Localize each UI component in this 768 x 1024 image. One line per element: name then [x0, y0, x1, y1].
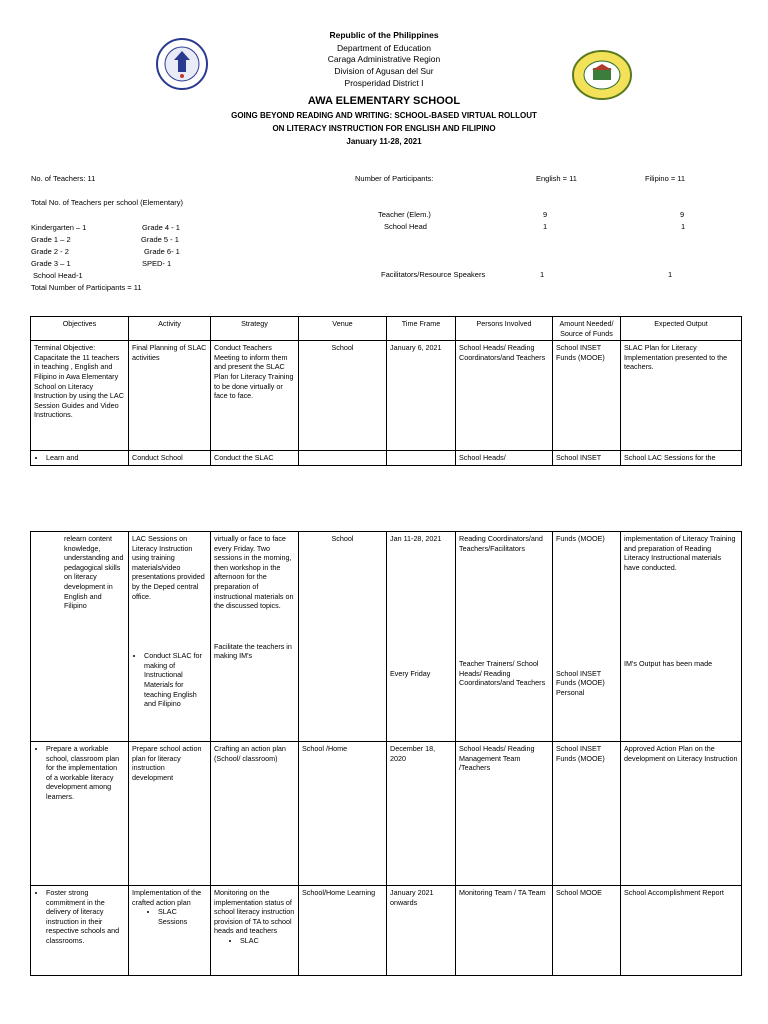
plan-table-part-1 [30, 316, 742, 466]
objective-bullet: • Prepare a workable school, classroom plan for the implementation of a workable literacy development among learners. [46, 744, 125, 802]
output-sub: IM's Output has been made [624, 659, 713, 669]
table-header-row [31, 317, 742, 341]
cell-funds: School INSET Funds (MOOE) [553, 341, 621, 451]
activity-continued: LAC Sessions on Literacy Instruction using training materials/video presentations provided by the Deped central office. [132, 534, 205, 601]
funds-sub: School INSET Funds (MOOE) Personal [556, 668, 605, 697]
cell-strategy [211, 886, 299, 976]
cell-time [387, 451, 456, 466]
cell-strategy: Conduct Teachers Meeting to inform them and present the SLAC Plan for Literacy Training to be done virtually or face to face. [211, 341, 299, 451]
cell-strategy: Crafting an action plan (School/ classroom) [211, 742, 299, 886]
header-line-3: Caraga Administrative Region [327, 54, 441, 64]
grade1-count: Grade 1 – 2 [31, 235, 71, 244]
teacher-elem-fil: 9 [680, 210, 685, 219]
header-line-5: Prosperidad District I [344, 78, 424, 88]
grade4-count: Grade 4 - 1 [142, 223, 180, 232]
grade6-count: Grade 6- 1 [144, 247, 180, 256]
cell-venue: School/Home Learning [299, 886, 387, 976]
no-of-teachers: No. of Teachers: 11 [31, 174, 96, 183]
table-row [31, 341, 742, 451]
cell-venue: School /Home [299, 742, 387, 886]
table-row [31, 532, 742, 742]
cell-venue [299, 451, 387, 466]
output-continued: implementation of Literacy Training and preparation of Reading Literacy Instructional materials have conducted. [624, 534, 736, 572]
cell-funds: School MOOE [553, 886, 621, 976]
cell-funds: School INSET Funds (MOOE) [553, 742, 621, 886]
cell-activity: Conduct School [129, 451, 211, 466]
facilitators-en: 1 [540, 270, 545, 279]
cell-venue: School [299, 341, 387, 451]
total-participants: Total Number of Participants = 11 [31, 283, 142, 292]
school-name: AWA ELEMENTARY SCHOOL [307, 95, 461, 107]
title-dates: January 11-28, 2021 [346, 137, 422, 146]
cell-time: December 18, 2020 [387, 742, 456, 886]
cell-output: School Accomplishment Report [621, 886, 742, 976]
strategy-text: Monitoring on the implementation status of school literacy instruction provision of TA to school heads and teachers [214, 888, 295, 936]
school-head-en: 1 [543, 222, 548, 231]
school-head-count: School Head-1 [33, 271, 83, 280]
header-activity: Activity [129, 317, 211, 341]
facilitators-fil: 1 [668, 270, 673, 279]
cell-funds [553, 532, 621, 742]
header-persons: Persons Involved [456, 317, 553, 341]
cell-persons: School Heads/ Reading Management Team /Teachers [456, 742, 553, 886]
grade5-count: Grade 5 - 1 [141, 235, 179, 244]
objective-continued: relearn content knowledge, understanding and pedagogical skills on literacy development in English and Filipino [64, 534, 124, 611]
school-head-label: School Head [384, 222, 427, 231]
cell-objective [31, 532, 129, 742]
cell-time: January 6, 2021 [387, 341, 456, 451]
sped-count: SPED- 1 [142, 259, 172, 268]
strategy-bullet: • SLAC [240, 936, 295, 946]
kinder-count: Kindergarten – 1 [31, 223, 87, 232]
grade2-count: Grade 2 - 2 [31, 247, 69, 256]
cell-time [387, 532, 456, 742]
table-row [31, 451, 742, 466]
english-count: English = 11 [536, 174, 577, 183]
header-output: Expected Output [621, 317, 742, 341]
activity-bullet: • SLAC Sessions [158, 907, 207, 926]
table-row [31, 886, 742, 976]
header-line-1: Republic of the Philippines [329, 30, 439, 40]
cell-objective [31, 886, 129, 976]
participants-label: Number of Participants: [355, 174, 434, 183]
plan-table-part-2 [30, 531, 742, 976]
objective-bullet: • Learn and [46, 453, 125, 463]
teacher-elem-en: 9 [543, 210, 548, 219]
cell-objective: Terminal Objective: Capacitate the 11 teachers in teaching , English and Filipino in Awa Elementary School on Literacy Instruction by using the LAC Session Guides and Video Instructions. [31, 341, 129, 451]
cell-time: January 2021 onwards [387, 886, 456, 976]
facilitators-label: Facilitators/Resource Speakers [381, 270, 486, 279]
cell-persons [456, 532, 553, 742]
school-head-fil: 1 [681, 222, 686, 231]
table-row [31, 742, 742, 886]
cell-output: Approved Action Plan on the development on Literacy Instruction [621, 742, 742, 886]
strategy-continued: virtually or face to face every Friday. Two sessions in the morning, then workshop in the afternoon for the preparation of instructional materials on the discussed topics. [214, 534, 294, 611]
cell-persons: School Heads/ Reading Coordinators/and Teachers [456, 341, 553, 451]
title-line-1: GOING BEYOND READING AND WRITING: SCHOOL-BASED VIRTUAL ROLLOUT [231, 111, 537, 120]
cell-output: SLAC Plan for Literacy Implementation presented to the teachers. [621, 341, 742, 451]
cell-activity [129, 532, 211, 742]
cell-activity: Prepare school action plan for literacy instruction development [129, 742, 211, 886]
cell-strategy: Conduct the SLAC [211, 451, 299, 466]
total-per-school: Total No. of Teachers per school (Elementary) [31, 198, 184, 207]
header-funds: Amount Needed/ Source of Funds [553, 317, 621, 341]
cell-objective [31, 451, 129, 466]
cell-persons: Monitoring Team / TA Team [456, 886, 553, 976]
filipino-count: Filipino = 11 [645, 174, 686, 183]
cell-funds: School INSET [553, 451, 621, 466]
cell-activity [129, 886, 211, 976]
activity-sub-bullet: • Conduct SLAC for making of Instructional Materials for teaching English and Filipino [144, 651, 207, 709]
grade3-count: Grade 3 – 1 [31, 259, 71, 268]
teacher-elem-label: Teacher (Elem.) [378, 210, 431, 219]
header-strategy: Strategy [211, 317, 299, 341]
persons-sub: Teacher Trainers/ School Heads/ Reading Coordinators/and Teachers [459, 659, 546, 688]
cell-activity: Final Planning of SLAC activities [129, 341, 211, 451]
cell-output [621, 532, 742, 742]
cell-objective [31, 742, 129, 886]
header-line-2: Department of Education [336, 43, 432, 53]
funds-continued: Funds (MOOE) [556, 534, 605, 543]
title-line-2: ON LITERACY INSTRUCTION FOR ENGLISH AND FILIPINO [272, 124, 496, 133]
header-time-frame: Time Frame [387, 317, 456, 341]
cell-venue: School [299, 532, 387, 742]
activity-text: Implementation of the crafted action plan [132, 888, 202, 907]
cell-output: School LAC Sessions for the [621, 451, 742, 466]
header-venue: Venue [299, 317, 387, 341]
objective-bullet: • Foster strong commitment in the delivery of literacy instruction in their respective schools and classrooms. [46, 888, 125, 946]
strategy-sub: Facilitate the teachers in making IM's [214, 641, 292, 661]
header-objectives: Objectives [31, 317, 129, 341]
cell-persons: School Heads/ [456, 451, 553, 466]
time-continued: Jan 11-28, 2021 [390, 534, 442, 543]
cell-strategy [211, 532, 299, 742]
header-line-4: Division of Agusan del Sur [334, 66, 434, 76]
time-sub: Every Friday [390, 668, 431, 678]
persons-continued: Reading Coordinators/and Teachers/Facilitators [459, 534, 543, 553]
